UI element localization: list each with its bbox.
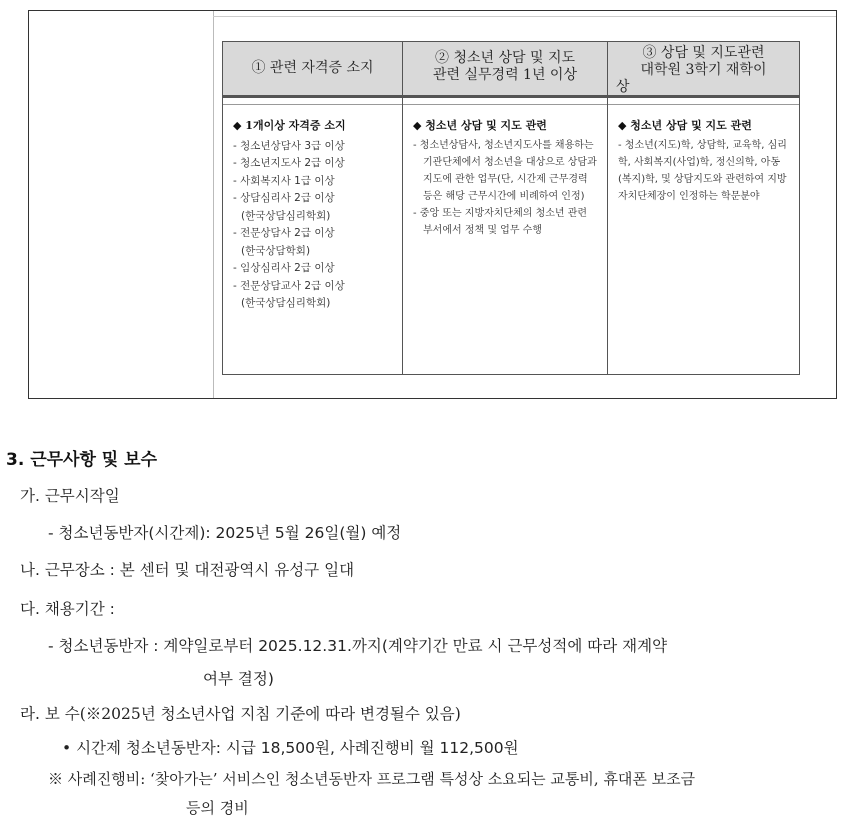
qual-column-graduate	[608, 42, 799, 374]
qual-col2-item: - 중앙 또는 지방자치단체의 청소년 관련 부서에서 정책 및 업무 수행	[413, 208, 588, 236]
employment-period-detail: - 청소년동반자 : 계약일로부터 2025.12.31.까지(계약기간 만료 시 근무성적에 따라 재계약	[48, 637, 668, 655]
table-top-rule	[213, 16, 836, 17]
workplace-line: 나. 근무장소 : 본 센터 및 대전광역시 유성구 일대	[20, 561, 355, 579]
qual-col2-inner	[403, 104, 607, 374]
employment-period-detail-cont: 여부 결정)	[203, 670, 274, 688]
qual-col3-inner	[608, 104, 799, 374]
section-title: 3. 근무사항 및 보수	[6, 450, 157, 470]
qual-col2-body	[403, 97, 607, 374]
qual-col1-item: (한국상담심리학회)	[241, 209, 331, 222]
qual-col1-item: - 상담심리사 2급 이상	[233, 192, 335, 204]
qual-col3-header	[608, 42, 799, 97]
qual-col1-header	[223, 42, 402, 97]
qual-col1-item: - 청소년지도사 2급 이상	[233, 157, 345, 169]
case-expense-note-cont: 등의 경비	[186, 799, 249, 817]
salary-detail: • 시간제 청소년동반자: 시급 18,500원, 사례진행비 월 112,500원	[62, 739, 519, 757]
qual-col1-item: - 전문상담교사 2급 이상	[233, 279, 345, 292]
qual-col1-inner	[223, 104, 402, 374]
start-date-detail: - 청소년동반자(시간제): 2025년 5월 26일(월) 예정	[48, 524, 402, 542]
qual-col3-header-line: 대학원 3학기 재학이	[640, 62, 767, 78]
case-expense-note: ※ 사례진행비: ‘찾아가는’ 서비스인 청소년동반자 프로그램 특성상 소요되는 교통비, 휴대폰 보조금	[48, 770, 696, 788]
qual-col3-title: ◆ 청소년 상담 및 지도 관련	[618, 119, 752, 132]
qual-col1-header-text: ① 관련 자격증 소지	[251, 60, 374, 76]
qual-col1-item: (한국상담심리학회)	[241, 297, 331, 309]
qual-col2-item: - 청소년상담사, 청소년지도사를 채용하는 기관단체에서 청소년을 대상으로 상담과 지도에 관한 업무(단, 시간제 근무경력 등은 해당 근무시간에 비례하여 인정)	[413, 140, 597, 202]
start-date-label: 가. 근무시작일	[20, 487, 120, 505]
qualification-table	[222, 41, 800, 375]
qual-col2-header-line: 관련 실무경력 1년 이상	[433, 67, 577, 83]
employment-period-label: 다. 채용기간 :	[20, 600, 115, 618]
qual-col1-item: - 전문상담사 2급 이상	[233, 227, 335, 239]
table-column-divider	[213, 11, 214, 398]
qual-col3-header-line: ③ 상담 및 지도관련	[642, 45, 765, 61]
qual-col2-header	[403, 42, 607, 97]
qual-column-experience	[403, 42, 608, 374]
qual-col2-header-line: ② 청소년 상담 및 지도	[435, 50, 575, 66]
qual-col1-item: - 사회복지사 1급 이상	[233, 174, 335, 187]
qual-col2-title: ◆ 청소년 상담 및 지도 관련	[413, 119, 547, 132]
salary-label: 라. 보 수(※2025년 청소년사업 지침 기준에 따라 변경될수 있음)	[20, 705, 461, 723]
qual-col1-body	[223, 97, 402, 374]
qual-col1-item: - 청소년상담사 3급 이상	[233, 139, 345, 152]
qual-column-certificate	[223, 42, 403, 374]
qual-col3-text: - 청소년(지도)학, 상담학, 교육학, 심리학, 사회복지(사업)학, 정신의학, 아동(복지)학, 및 상담지도와 관련하여 지방자치단체장이 인정하는 학문분야	[618, 140, 787, 202]
qual-col3-body	[608, 97, 799, 374]
qual-col1-item: - 임상심리사 2급 이상	[233, 262, 335, 274]
qual-col3-header-line: 상	[616, 79, 630, 95]
qual-col1-title: ◆ 1개이상 자격증 소지	[233, 119, 346, 132]
qual-col1-item: (한국상담학회)	[241, 244, 311, 257]
